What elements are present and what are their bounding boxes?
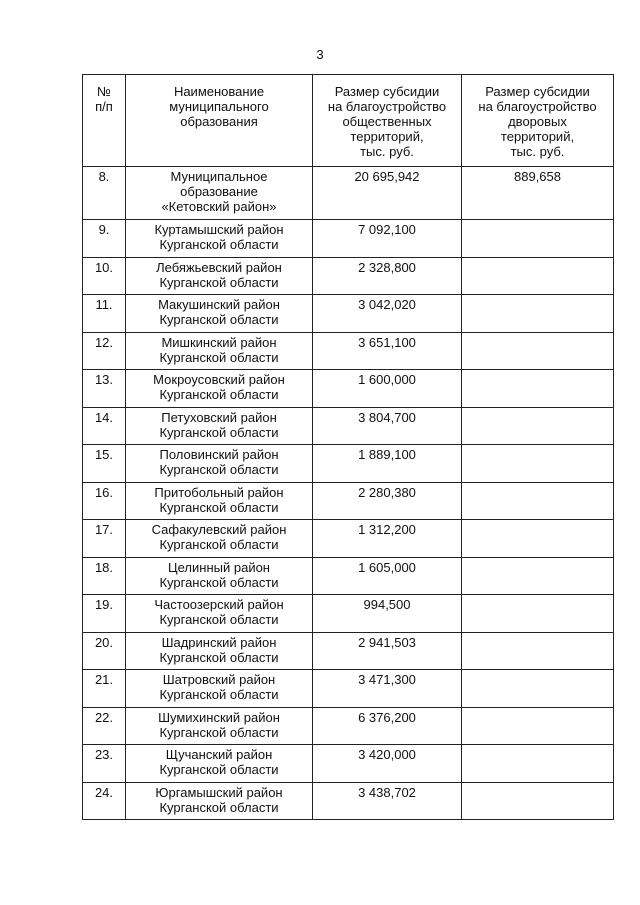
municipality-name-line: Сафакулевский район <box>151 522 287 537</box>
table-row <box>83 670 614 708</box>
municipality-name <box>126 557 313 595</box>
header-line: № <box>97 84 111 99</box>
municipality-name-line: Мишкинский район <box>161 334 277 350</box>
municipality-name-line: Курганской области <box>159 762 279 777</box>
yard-subsidy-value <box>462 295 614 333</box>
municipality-name-line: Частоозерский район <box>154 597 284 612</box>
header-line: образования <box>180 114 258 129</box>
municipality-name-line: Мокроусовский район <box>153 372 285 387</box>
public-subsidy-value: 2 941,503 <box>313 632 462 670</box>
header-line: общественных <box>342 114 432 129</box>
municipality-name-line: «Кетовский район» <box>161 199 277 214</box>
municipality-name-line: Целинный район <box>168 559 270 575</box>
municipality-name <box>126 520 313 558</box>
yard-subsidy-value <box>462 332 614 370</box>
municipality-name-line: Курганской области <box>159 574 279 590</box>
municipality-name <box>126 407 313 445</box>
municipality-name <box>126 670 313 708</box>
row-number: 17. <box>83 520 126 558</box>
yard-subsidy-value <box>462 707 614 745</box>
municipality-name <box>126 782 313 820</box>
municipality-name <box>126 295 313 333</box>
municipality-name-line: Щучанский район <box>165 747 273 762</box>
municipality-name-line: Курганской области <box>159 312 279 327</box>
row-number: 15. <box>83 445 126 483</box>
row-number: 12. <box>83 332 126 370</box>
municipality-name <box>126 445 313 483</box>
municipality-name-line: Курганской области <box>159 799 279 815</box>
public-subsidy-value: 3 042,020 <box>313 295 462 333</box>
table-row <box>83 557 614 595</box>
table-row <box>83 220 614 258</box>
table-row <box>83 407 614 445</box>
row-number: 9. <box>83 220 126 258</box>
header-line: территорий, <box>500 129 575 144</box>
yard-subsidy-value <box>462 745 614 783</box>
table-row <box>83 370 614 408</box>
municipality-name <box>126 332 313 370</box>
municipality-name <box>126 595 313 633</box>
yard-subsidy-value <box>462 520 614 558</box>
header-line: территорий, <box>350 129 424 144</box>
municipality-name-line: Юргамышский район <box>155 784 283 800</box>
row-number: 8. <box>83 167 126 220</box>
yard-subsidy-value <box>462 370 614 408</box>
municipality-name-line: образование <box>180 184 258 199</box>
public-subsidy-value: 3 651,100 <box>313 332 462 370</box>
header-line: тыс. руб. <box>510 144 565 159</box>
table-row <box>83 445 614 483</box>
public-subsidy-value: 2 328,800 <box>313 257 462 295</box>
yard-subsidy-value <box>462 445 614 483</box>
municipality-name-line: Муниципальное <box>170 169 268 184</box>
header-line: муниципального <box>169 99 269 114</box>
public-subsidy-value: 1 600,000 <box>313 370 462 408</box>
municipality-name-line: Макушинский район <box>158 297 280 312</box>
table-row <box>83 295 614 333</box>
row-number: 11. <box>83 295 126 333</box>
public-subsidy-value: 20 695,942 <box>313 167 462 220</box>
municipality-name-line: Курганской области <box>159 649 279 665</box>
header-municipality <box>126 75 313 167</box>
table-row <box>83 520 614 558</box>
table-body <box>83 167 614 820</box>
row-number: 16. <box>83 482 126 520</box>
table-row <box>83 595 614 633</box>
municipality-name-line: Курганской области <box>159 687 279 702</box>
header-public-subsidy <box>313 75 462 167</box>
municipality-name <box>126 167 313 220</box>
yard-subsidy-value <box>462 257 614 295</box>
municipality-name <box>126 745 313 783</box>
municipality-name <box>126 220 313 258</box>
municipality-name-line: Курганской области <box>159 724 279 740</box>
subsidy-table <box>82 74 614 820</box>
row-number: 13. <box>83 370 126 408</box>
yard-subsidy-value <box>462 595 614 633</box>
public-subsidy-value: 3 471,300 <box>313 670 462 708</box>
municipality-name-line: Курганской области <box>159 237 279 252</box>
row-number: 18. <box>83 557 126 595</box>
public-subsidy-value: 994,500 <box>313 595 462 633</box>
table-row <box>83 782 614 820</box>
public-subsidy-value: 7 092,100 <box>313 220 462 258</box>
header-line: дворовых <box>508 114 567 129</box>
public-subsidy-value: 1 605,000 <box>313 557 462 595</box>
row-number: 10. <box>83 257 126 295</box>
municipality-name <box>126 482 313 520</box>
row-number: 24. <box>83 782 126 820</box>
row-number: 19. <box>83 595 126 633</box>
yard-subsidy-value <box>462 670 614 708</box>
row-number: 23. <box>83 745 126 783</box>
municipality-name-line: Куртамышский район <box>154 222 284 237</box>
public-subsidy-value: 3 804,700 <box>313 407 462 445</box>
row-number: 14. <box>83 407 126 445</box>
municipality-name <box>126 632 313 670</box>
municipality-name <box>126 707 313 745</box>
yard-subsidy-value <box>462 220 614 258</box>
municipality-name-line: Лебяжьевский район <box>156 259 282 275</box>
municipality-name-line: Курганской области <box>159 499 279 515</box>
municipality-name-line: Шатровский район <box>162 672 276 687</box>
row-number: 20. <box>83 632 126 670</box>
municipality-name-line: Курганской области <box>159 424 279 440</box>
municipality-name-line: Притобольный район <box>154 484 284 500</box>
municipality-name <box>126 257 313 295</box>
public-subsidy-value: 6 376,200 <box>313 707 462 745</box>
header-line: Размер субсидии <box>334 84 440 99</box>
header-line: тыс. руб. <box>360 144 414 159</box>
header-line: на благоустройство <box>478 99 597 114</box>
municipality-name-line: Курганской области <box>159 537 279 552</box>
header-line: Наименование <box>173 84 265 99</box>
header-yard-subsidy <box>462 75 614 167</box>
table-row <box>83 707 614 745</box>
row-number: 21. <box>83 670 126 708</box>
municipality-name-line: Половинский район <box>159 447 279 462</box>
public-subsidy-value: 1 312,200 <box>313 520 462 558</box>
table-header-row <box>83 75 614 167</box>
municipality-name-line: Курганской области <box>159 274 279 290</box>
municipality-name-line: Курганской области <box>159 612 279 627</box>
yard-subsidy-value <box>462 632 614 670</box>
header-line: на благоустройство <box>327 99 447 114</box>
table-row <box>83 167 614 220</box>
municipality-name-line: Шумихинский район <box>158 709 280 725</box>
municipality-name-line: Курганской области <box>159 462 279 477</box>
municipality-name-line: Курганской области <box>159 387 279 402</box>
yard-subsidy-value <box>462 782 614 820</box>
table-row <box>83 632 614 670</box>
header-line: Размер субсидии <box>485 84 590 99</box>
yard-subsidy-value: 889,658 <box>462 167 614 220</box>
municipality-name-line: Шадринский район <box>161 634 277 650</box>
yard-subsidy-value <box>462 557 614 595</box>
header-number <box>83 75 126 167</box>
yard-subsidy-value <box>462 407 614 445</box>
yard-subsidy-value <box>462 482 614 520</box>
municipality-name-line: Петуховский район <box>161 409 277 425</box>
public-subsidy-value: 3 420,000 <box>313 745 462 783</box>
public-subsidy-value: 1 889,100 <box>313 445 462 483</box>
table-row <box>83 745 614 783</box>
public-subsidy-value: 2 280,380 <box>313 482 462 520</box>
row-number: 22. <box>83 707 126 745</box>
municipality-name-line: Курганской области <box>159 349 279 365</box>
header-line: п/п <box>95 99 113 114</box>
public-subsidy-value: 3 438,702 <box>313 782 462 820</box>
table-row <box>83 332 614 370</box>
municipality-name <box>126 370 313 408</box>
page-number: 3 <box>316 47 324 62</box>
table-row <box>83 482 614 520</box>
table-row <box>83 257 614 295</box>
